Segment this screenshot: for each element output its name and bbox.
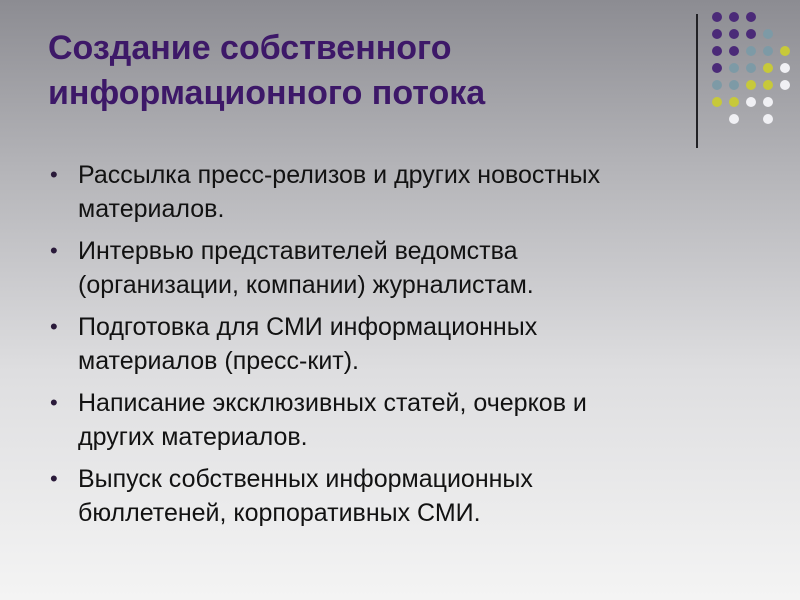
decorative-dot (746, 46, 756, 56)
bullet-text-line: материалов. (78, 195, 225, 223)
decorative-dot (763, 46, 773, 56)
decorative-dot (763, 63, 773, 73)
bullet-dot-icon: • (50, 390, 58, 415)
bullet-text (78, 313, 537, 375)
decorative-dot (729, 29, 739, 39)
bullet-text-line: Написание эксклюзивных статей, очерков и (78, 389, 587, 417)
decorative-dot (729, 80, 739, 90)
bullet-text (78, 161, 600, 223)
bullet-text-line: других материалов. (78, 423, 308, 451)
decorative-dot (763, 114, 773, 124)
decorative-dot (746, 29, 756, 39)
decorative-dot (746, 80, 756, 90)
decorative-dot (712, 46, 722, 56)
slide-title-line: Создание собственного (48, 29, 452, 67)
decorative-dot (763, 80, 773, 90)
decorative-dot (763, 97, 773, 107)
bullet-list (48, 158, 688, 538)
bullet-item (48, 386, 688, 454)
bullet-text-line: Выпуск собственных информационных (78, 465, 533, 493)
bullet-text-line: (организации, компании) журналистам. (78, 271, 534, 299)
bullet-dot-icon: • (50, 162, 58, 187)
bullet-item (48, 158, 688, 226)
decorative-dot (729, 63, 739, 73)
decorative-dot (746, 97, 756, 107)
decorative-dot (729, 46, 739, 56)
decorative-dot (746, 63, 756, 73)
decorative-dot (780, 46, 790, 56)
bullet-text (78, 237, 534, 299)
decorative-dot (729, 12, 739, 22)
decorative-dot (729, 97, 739, 107)
decorative-dot (780, 63, 790, 73)
bullet-text-line: Подготовка для СМИ информационных (78, 313, 538, 341)
bullet-text (78, 389, 587, 451)
decorative-dot (763, 29, 773, 39)
bullet-dot-icon: • (50, 238, 58, 263)
bullet-item (48, 310, 688, 378)
vertical-divider (696, 14, 698, 148)
decorative-dot-grid (712, 12, 792, 132)
bullet-text-line: материалов (пресс-кит). (78, 347, 360, 375)
bullet-dot-icon: • (50, 466, 58, 491)
decorative-dot (712, 97, 722, 107)
decorative-dot (712, 80, 722, 90)
bullet-text-line: Интервью представителей ведомства (78, 237, 518, 265)
bullet-dot-icon: • (50, 314, 58, 339)
decorative-dot (712, 63, 722, 73)
decorative-dot (746, 12, 756, 22)
bullet-item (48, 234, 688, 302)
decorative-dot (780, 80, 790, 90)
decorative-dot (729, 114, 739, 124)
decorative-dot (712, 12, 722, 22)
bullet-text (78, 465, 533, 527)
slide-title (48, 26, 668, 116)
bullet-item (48, 462, 688, 530)
decorative-dot (712, 29, 722, 39)
bullet-text-line: бюллетеней, корпоративных СМИ. (78, 499, 481, 527)
slide-title-line: информационного потока (48, 74, 486, 112)
bullet-text-line: Рассылка пресс-релизов и других новостных (78, 161, 601, 189)
